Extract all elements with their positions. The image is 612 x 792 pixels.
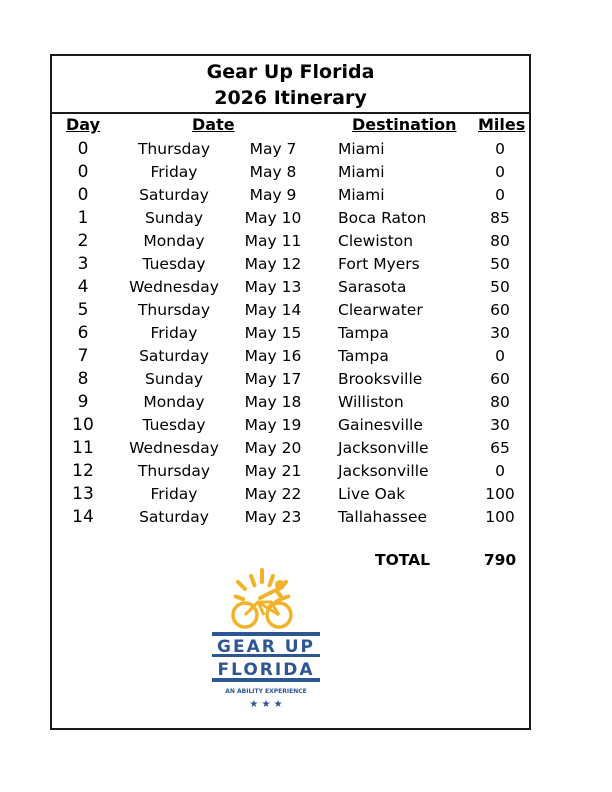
miles-cell: 80: [490, 393, 510, 411]
day-cell: 10: [72, 415, 94, 435]
table-row: [52, 483, 529, 506]
day-cell: 9: [77, 392, 89, 412]
day-cell: 14: [72, 507, 94, 527]
destination-cell: Brooksville: [338, 370, 423, 388]
day-cell: 4: [77, 277, 89, 297]
day-cell: 2: [77, 231, 89, 251]
day-cell: 0: [77, 139, 89, 159]
table-row: [52, 299, 529, 322]
destination-cell: Tallahassee: [338, 508, 428, 526]
weekday-cell: Sunday: [145, 209, 203, 227]
day-cell: 6: [77, 323, 89, 343]
miles-cell: 0: [495, 347, 505, 365]
date-cell: May 10: [244, 209, 302, 227]
header-date: Date: [192, 115, 235, 134]
destination-cell: Tampa: [338, 347, 389, 365]
weekday-cell: Thursday: [137, 301, 211, 319]
sun-ray: [270, 576, 273, 585]
date-cell: May 21: [244, 462, 302, 480]
table-row: [52, 460, 529, 483]
miles-cell: 100: [485, 485, 515, 503]
miles-cell: 0: [495, 140, 505, 158]
cyclist-sun-icon: [208, 568, 324, 714]
date-cell: May 23: [244, 508, 302, 526]
table-row: [52, 253, 529, 276]
weekday-cell: Wednesday: [129, 278, 219, 296]
miles-cell: 65: [490, 439, 510, 457]
table-row: [52, 368, 529, 391]
weekday-cell: Tuesday: [142, 416, 206, 434]
destination-cell: Sarasota: [338, 278, 407, 296]
weekday-cell: Saturday: [139, 508, 209, 526]
table-row: [52, 230, 529, 253]
sun-ray: [251, 576, 254, 585]
miles-cell: 50: [490, 255, 510, 273]
miles-cell: 0: [495, 163, 505, 181]
svg-text:AN ABILITY EXPERIENCE: AN ABILITY EXPERIENCE: [225, 688, 307, 695]
weekday-cell: Thursday: [137, 140, 211, 158]
header-destination: Destination: [352, 115, 457, 134]
date-cell: May 8: [249, 163, 297, 181]
destination-cell: Williston: [338, 393, 404, 411]
day-cell: 12: [72, 461, 94, 481]
svg-text:FLORIDA: FLORIDA: [217, 660, 315, 680]
date-cell: May 14: [244, 301, 302, 319]
date-cell: May 15: [244, 324, 302, 342]
destination-cell: Jacksonville: [338, 462, 429, 480]
miles-cell: 85: [490, 209, 510, 227]
miles-cell: 0: [495, 462, 505, 480]
weekday-cell: Friday: [150, 324, 198, 342]
date-cell: May 16: [244, 347, 302, 365]
date-cell: May 7: [249, 140, 297, 158]
date-cell: May 11: [244, 232, 302, 250]
miles-cell: 100: [485, 508, 515, 526]
destination-cell: Clewiston: [338, 232, 414, 250]
total-miles: 790: [483, 551, 517, 569]
weekday-cell: Monday: [143, 393, 205, 411]
weekday-cell: Friday: [150, 485, 198, 503]
table-row: [52, 414, 529, 437]
sun-ray: [236, 596, 244, 599]
destination-cell: Gainesville: [338, 416, 423, 434]
destination-cell: Miami: [338, 186, 385, 204]
destination-cell: Miami: [338, 163, 385, 181]
document-subtitle: 2026 Itinerary: [214, 87, 367, 109]
destination-cell: Live Oak: [338, 485, 406, 503]
title-block: [52, 56, 529, 114]
weekday-cell: Wednesday: [129, 439, 219, 457]
miles-cell: 80: [490, 232, 510, 250]
table-row: [52, 345, 529, 368]
table-row: [52, 322, 529, 345]
weekday-cell: Saturday: [139, 186, 209, 204]
destination-cell: Miami: [338, 140, 385, 158]
day-cell: 11: [72, 438, 94, 458]
day-cell: 8: [77, 369, 89, 389]
sun-ray: [238, 582, 245, 589]
weekday-cell: Monday: [143, 232, 205, 250]
weekday-cell: Thursday: [137, 462, 211, 480]
table-row: [52, 207, 529, 230]
header-day: Day: [66, 115, 101, 134]
miles-cell: 50: [490, 278, 510, 296]
day-cell: 7: [77, 346, 89, 366]
miles-cell: 60: [490, 370, 510, 388]
miles-cell: 60: [490, 301, 510, 319]
itinerary-sheet: [50, 54, 531, 730]
date-cell: May 9: [249, 186, 297, 204]
weekday-cell: Saturday: [139, 347, 209, 365]
day-cell: 0: [77, 162, 89, 182]
day-cell: 13: [72, 484, 94, 504]
table-row: [52, 276, 529, 299]
day-cell: 1: [77, 208, 89, 228]
destination-cell: Tampa: [338, 324, 389, 342]
destination-cell: Boca Raton: [338, 209, 427, 227]
day-cell: 0: [77, 185, 89, 205]
date-cell: May 17: [244, 370, 302, 388]
date-cell: May 20: [244, 439, 302, 457]
date-cell: May 13: [244, 278, 302, 296]
destination-cell: Jacksonville: [338, 439, 429, 457]
document-title: Gear Up Florida: [206, 61, 375, 83]
day-cell: 3: [77, 254, 89, 274]
total-label: TOTAL: [375, 551, 430, 569]
weekday-cell: Sunday: [145, 370, 203, 388]
header-miles: Miles: [478, 115, 526, 134]
date-cell: May 12: [244, 255, 302, 273]
date-cell: May 22: [244, 485, 302, 503]
table-row: [52, 138, 529, 161]
date-cell: May 19: [244, 416, 302, 434]
miles-cell: 30: [490, 416, 510, 434]
date-cell: May 18: [244, 393, 302, 411]
table-row: [52, 184, 529, 207]
table-row: [52, 161, 529, 184]
day-cell: 5: [77, 300, 89, 320]
weekday-cell: Friday: [150, 163, 198, 181]
svg-text:GEAR UP: GEAR UP: [217, 637, 315, 657]
miles-cell: 0: [495, 186, 505, 204]
destination-cell: Fort Myers: [338, 255, 420, 273]
table-row: [52, 506, 529, 529]
table-row: [52, 437, 529, 460]
svg-text:★ ★ ★: ★ ★ ★: [249, 699, 283, 710]
miles-cell: 30: [490, 324, 510, 342]
weekday-cell: Tuesday: [142, 255, 206, 273]
table-row: [52, 391, 529, 414]
gear-up-florida-logo: [208, 568, 324, 714]
destination-cell: Clearwater: [338, 301, 423, 319]
